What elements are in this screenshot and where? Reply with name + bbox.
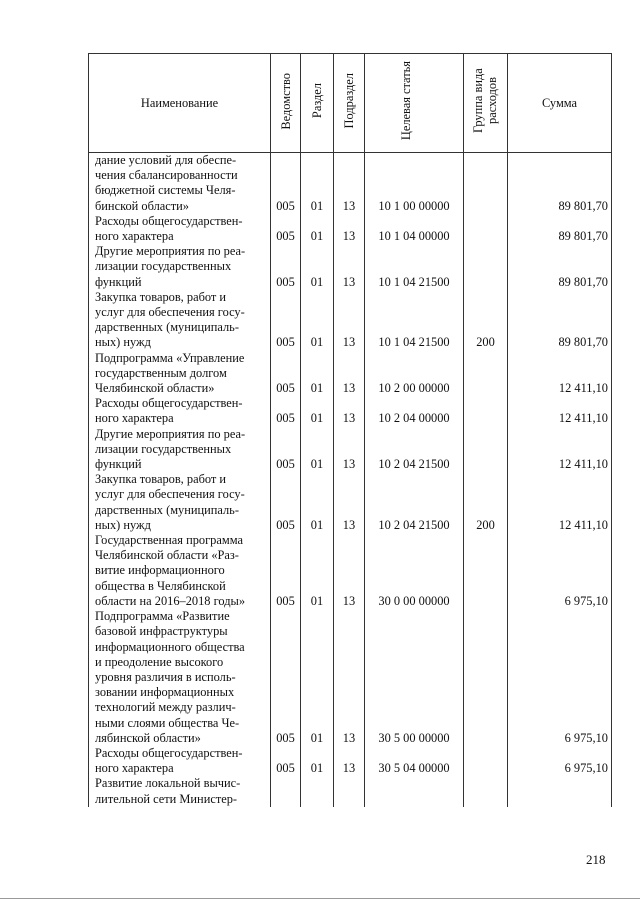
- cell-podrazdel: 13: [334, 746, 365, 776]
- cell-podrazdel: 13: [334, 609, 365, 746]
- cell-name: [89, 244, 271, 290]
- name-line: Закупка товаров, работ и: [95, 289, 227, 304]
- cell-summa: 89 801,70: [508, 244, 612, 290]
- name-line: функций: [95, 457, 142, 472]
- cell-razdel: 01: [301, 396, 334, 426]
- header-row: [89, 54, 612, 153]
- cell-ved: [271, 776, 301, 806]
- table-row: [89, 396, 612, 426]
- cell-razdel: 01: [301, 290, 334, 351]
- cell-gruppa: [464, 396, 508, 426]
- cell-summa: 12 411,10: [508, 427, 612, 473]
- table-row: [89, 290, 612, 351]
- cell-gruppa: 200: [464, 290, 508, 351]
- table-row: [89, 351, 612, 397]
- cell-podrazdel: 13: [334, 244, 365, 290]
- name-line: Развитие локальной вычис-: [95, 776, 241, 791]
- name-line: лительной сети Министер-: [95, 791, 238, 806]
- name-line: витие информационного: [95, 563, 225, 578]
- cell-podrazdel: [334, 776, 365, 806]
- cell-razdel: 01: [301, 746, 334, 776]
- cell-celevaya: 10 2 00 00000: [365, 351, 464, 397]
- name-line: государственным долгом: [95, 365, 227, 380]
- name-line: ными слоями общества Че-: [95, 715, 240, 730]
- cell-celevaya: 10 1 00 00000: [365, 153, 464, 214]
- cell-name: [89, 351, 271, 397]
- header-razdel: Раздел: [301, 54, 334, 153]
- name-line: Другие мероприятия по реа-: [95, 244, 246, 259]
- cell-name: [89, 533, 271, 609]
- cell-razdel: 01: [301, 351, 334, 397]
- cell-name: [89, 214, 271, 244]
- cell-name: [89, 746, 271, 776]
- cell-podrazdel: 13: [334, 153, 365, 214]
- name-line: дарственных (муниципаль-: [95, 320, 239, 335]
- cell-podrazdel: 13: [334, 351, 365, 397]
- header-celevaya: Целевая статья: [365, 54, 464, 153]
- name-line: услуг для обеспечения госу-: [95, 305, 245, 320]
- cell-ved: 005: [271, 746, 301, 776]
- name-line: зовании информационных: [95, 685, 235, 700]
- cell-summa: 12 411,10: [508, 351, 612, 397]
- cell-summa: 12 411,10: [508, 396, 612, 426]
- name-line: ного характера: [95, 229, 174, 244]
- cell-gruppa: [464, 427, 508, 473]
- header-name: Наименование: [89, 54, 271, 153]
- cell-summa: 6 975,10: [508, 609, 612, 746]
- name-line: бюджетной системы Челя-: [95, 183, 236, 198]
- name-line: уровня различия в исполь-: [95, 669, 236, 684]
- table-row: [89, 533, 612, 609]
- cell-celevaya: 30 0 00 00000: [365, 533, 464, 609]
- cell-gruppa: [464, 746, 508, 776]
- cell-ved: 005: [271, 396, 301, 426]
- name-line: лизации государственных: [95, 441, 232, 456]
- name-line: Расходы общегосударствен-: [95, 396, 243, 411]
- cell-ved: 005: [271, 214, 301, 244]
- cell-razdel: 01: [301, 153, 334, 214]
- table-row: [89, 776, 612, 806]
- name-line: Закупка товаров, работ и: [95, 472, 227, 487]
- cell-celevaya: 10 2 04 21500: [365, 427, 464, 473]
- cell-celevaya: 30 5 04 00000: [365, 746, 464, 776]
- cell-razdel: 01: [301, 214, 334, 244]
- name-line: ных) нужд: [95, 517, 151, 532]
- cell-summa: [508, 776, 612, 806]
- cell-celevaya: 10 1 04 00000: [365, 214, 464, 244]
- name-line: Челябинской области»: [95, 381, 215, 396]
- header-summa: Сумма: [508, 54, 612, 153]
- cell-razdel: [301, 776, 334, 806]
- cell-name: [89, 427, 271, 473]
- name-line: лябинской области»: [95, 730, 201, 745]
- cell-podrazdel: 13: [334, 533, 365, 609]
- cell-ved: 005: [271, 153, 301, 214]
- table-row: [89, 609, 612, 746]
- name-line: чения сбалансированности: [95, 168, 238, 183]
- name-line: дание условий для обеспе-: [95, 153, 237, 167]
- cell-name: [89, 290, 271, 351]
- cell-celevaya: 10 1 04 21500: [365, 290, 464, 351]
- cell-razdel: 01: [301, 244, 334, 290]
- cell-name: [89, 472, 271, 533]
- cell-celevaya: 10 2 04 21500: [365, 472, 464, 533]
- cell-summa: 12 411,10: [508, 472, 612, 533]
- cell-podrazdel: 13: [334, 214, 365, 244]
- cell-ved: 005: [271, 351, 301, 397]
- name-line: и преодоление высокого: [95, 654, 224, 669]
- cell-name: [89, 609, 271, 746]
- cell-gruppa: [464, 776, 508, 806]
- table-row: [89, 153, 612, 214]
- cell-name: [89, 776, 271, 806]
- table-row: [89, 214, 612, 244]
- table-row: [89, 427, 612, 473]
- cell-razdel: 01: [301, 533, 334, 609]
- cell-name: [89, 396, 271, 426]
- cell-razdel: 01: [301, 609, 334, 746]
- table-row: [89, 244, 612, 290]
- cell-summa: 89 801,70: [508, 290, 612, 351]
- name-line: ного характера: [95, 411, 174, 426]
- page-number: 218: [586, 852, 606, 867]
- cell-ved: 005: [271, 472, 301, 533]
- cell-podrazdel: 13: [334, 396, 365, 426]
- name-line: Подпрограмма «Управление: [95, 350, 245, 365]
- cell-ved: 005: [271, 609, 301, 746]
- name-line: области на 2016–2018 годы»: [95, 593, 246, 608]
- cell-ved: 005: [271, 533, 301, 609]
- cell-razdel: 01: [301, 427, 334, 473]
- cell-celevaya: 10 1 04 21500: [365, 244, 464, 290]
- name-line: услуг для обеспечения госу-: [95, 487, 245, 502]
- cell-podrazdel: 13: [334, 472, 365, 533]
- table-body: [89, 153, 612, 807]
- cell-summa: 89 801,70: [508, 214, 612, 244]
- name-line: ных) нужд: [95, 335, 151, 350]
- name-line: информационного общества: [95, 639, 245, 654]
- cell-razdel: 01: [301, 472, 334, 533]
- table-row: [89, 472, 612, 533]
- name-line: Другие мероприятия по реа-: [95, 426, 246, 441]
- name-line: дарственных (муниципаль-: [95, 502, 239, 517]
- cell-gruppa: [464, 609, 508, 746]
- name-line: Расходы общегосударствен-: [95, 213, 243, 228]
- name-line: ного характера: [95, 761, 174, 776]
- cell-podrazdel: 13: [334, 427, 365, 473]
- name-line: Государственная программа: [95, 533, 243, 548]
- bottom-rule: [0, 898, 640, 899]
- cell-celevaya: 30 5 00 00000: [365, 609, 464, 746]
- cell-podrazdel: 13: [334, 290, 365, 351]
- table-row: [89, 746, 612, 776]
- name-line: базовой инфраструктуры: [95, 624, 228, 639]
- name-line: общества в Челябинской: [95, 578, 226, 593]
- cell-ved: 005: [271, 244, 301, 290]
- cell-gruppa: [464, 214, 508, 244]
- name-line: Челябинской области «Раз-: [95, 548, 239, 563]
- header-ved: Ведомство: [271, 54, 301, 153]
- name-line: Расходы общегосударствен-: [95, 745, 243, 760]
- header-gruppa: Группа вида расходов: [464, 54, 508, 153]
- cell-summa: 6 975,10: [508, 533, 612, 609]
- cell-summa: 89 801,70: [508, 153, 612, 214]
- cell-ved: 005: [271, 427, 301, 473]
- cell-ved: 005: [271, 290, 301, 351]
- cell-gruppa: [464, 153, 508, 214]
- cell-gruppa: [464, 244, 508, 290]
- header-podrazdel: Подраздел: [334, 54, 365, 153]
- cell-gruppa: [464, 533, 508, 609]
- name-line: бинской области»: [95, 198, 189, 213]
- name-line: технологий между различ-: [95, 700, 236, 715]
- name-line: Подпрограмма «Развитие: [95, 609, 230, 624]
- cell-celevaya: 10 2 04 00000: [365, 396, 464, 426]
- cell-celevaya: [365, 776, 464, 806]
- name-line: лизации государственных: [95, 259, 232, 274]
- cell-gruppa: 200: [464, 472, 508, 533]
- cell-summa: 6 975,10: [508, 746, 612, 776]
- name-line: функций: [95, 274, 142, 289]
- cell-gruppa: [464, 351, 508, 397]
- cell-name: [89, 153, 271, 214]
- budget-table: [88, 53, 612, 807]
